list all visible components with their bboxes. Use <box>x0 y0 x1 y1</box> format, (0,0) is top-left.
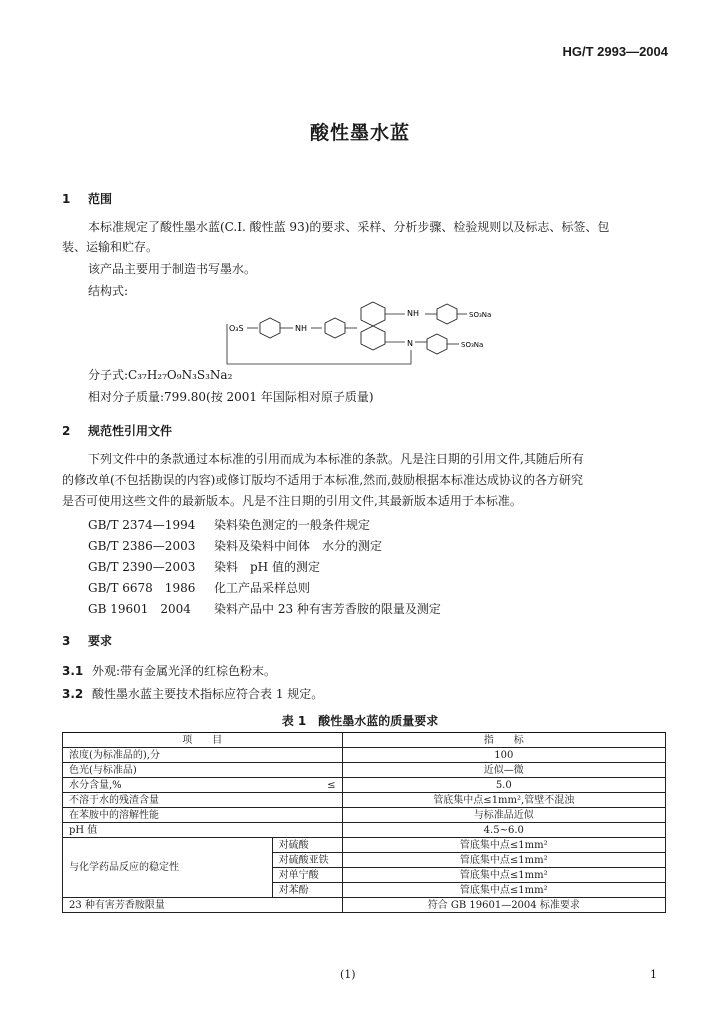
formula-nh-top: NH <box>407 309 419 318</box>
section-number: 1 <box>62 192 71 206</box>
section-title: 要求 <box>88 634 113 648</box>
row-value: 符合 GB 19601—2004 标准要求 <box>342 898 665 913</box>
table-header-row <box>63 733 666 748</box>
document-title: 酸性墨水蓝 <box>309 122 410 144</box>
table-row <box>63 898 666 913</box>
section-number: 3 <box>62 634 71 648</box>
scope-paragraph-line-1: 本标准规定了酸性墨水蓝(C.I. 酸性蓝 93)的要求、采样、分析步骤、检验规则以及标志、标签、包 <box>88 220 610 234</box>
requirement-item <box>62 662 276 679</box>
stability-value: 管底集中点≤1mm² <box>342 868 665 883</box>
requirement-item <box>62 685 323 702</box>
row-item: 在苯胺中的溶解性能 <box>63 808 343 823</box>
row-value: 100 <box>342 748 665 763</box>
benzene-ring-3 <box>437 304 457 324</box>
row-value: 近似—微 <box>342 763 665 778</box>
reference-title: 染料及染料中间体 水分的测定 <box>214 539 383 553</box>
reference-code: GB 19601 2004 <box>88 602 191 616</box>
reference-title: 染料染色测定的一般条件规定 <box>214 518 371 532</box>
table-row <box>63 763 666 778</box>
benzene-ring-4 <box>427 334 447 354</box>
page-number-center: (1) <box>340 968 356 981</box>
header-item: 项 目 <box>63 733 343 748</box>
normative-paragraph-line-1: 下列文件中的条款通过本标准的引用而成为本标准的条款。凡是注日期的引用文件,其随后所有 <box>88 452 584 466</box>
reference-item <box>88 558 320 575</box>
row-item: 不溶于水的残渣含量 <box>63 793 343 808</box>
reference-code: GB/T 6678 1986 <box>88 581 196 595</box>
naphthyl-ring-top <box>361 302 385 326</box>
reference-code: GB/T 2386—2003 <box>88 539 196 553</box>
requirement-number: 3.1 <box>62 664 84 678</box>
scope-usage: 该产品主要用于制造书写墨水。 <box>88 262 257 276</box>
section-title: 规范性引用文件 <box>88 424 173 438</box>
stability-reagent: 对硫酸 <box>272 838 342 853</box>
benzene-ring-2 <box>325 318 345 338</box>
section-title: 范围 <box>88 192 113 206</box>
row-item: 23 种有害芳香胺限量 <box>63 898 343 913</box>
section-2-heading <box>62 422 172 439</box>
row-item: 水分含量,% <box>69 779 122 791</box>
page-number-right: 1 <box>650 968 657 981</box>
requirement-text: 外观:带有金属光泽的红棕色粉末。 <box>92 664 277 678</box>
reference-item <box>88 600 441 617</box>
formula-so3na-2: SO₃Na <box>461 341 484 349</box>
naphthyl-ring-bottom <box>361 326 385 350</box>
reference-code: GB/T 2390—2003 <box>88 560 196 574</box>
stability-reagent: 对硫酸亚铁 <box>272 853 342 868</box>
requirement-number: 3.2 <box>62 687 84 701</box>
row-value: 与标准品近似 <box>342 808 665 823</box>
reference-code: GB/T 2374—1994 <box>88 518 196 532</box>
formula-nh-left: NH <box>295 324 307 333</box>
row-item: pH 值 <box>63 823 343 838</box>
scope-paragraph-line-2: 装、运输和贮存。 <box>62 240 159 254</box>
normative-paragraph-line-3: 是否可使用这些文件的最新版本。凡是不注日期的引用文件,其最新版本适用于本标准。 <box>62 494 522 508</box>
stability-reagent: 对苯酚 <box>272 883 342 898</box>
stability-value: 管底集中点≤1mm² <box>342 883 665 898</box>
formula-so3na-1: SO₃Na <box>469 311 492 319</box>
table-row <box>63 748 666 763</box>
stability-value: 管底集中点≤1mm² <box>342 853 665 868</box>
section-1-heading <box>62 190 112 207</box>
table-row <box>63 838 666 853</box>
section-number: 2 <box>62 424 71 438</box>
table-row <box>63 823 666 838</box>
table-row <box>63 793 666 808</box>
stability-reagent: 对单宁酸 <box>272 868 342 883</box>
molar-mass: 相对分子质量:799.80(按 2001 年国际相对原子质量) <box>88 390 374 404</box>
structure-label: 结构式: <box>88 284 129 298</box>
row-value: 管底集中点≤1mm²,管壁不混浊 <box>342 793 665 808</box>
quality-requirements-table <box>62 732 666 913</box>
reference-title: 化工产品采样总则 <box>214 581 311 595</box>
benzene-ring-1 <box>260 318 280 338</box>
reference-item <box>88 579 310 596</box>
table-row <box>63 808 666 823</box>
reference-item <box>88 516 370 533</box>
row-value: 4.5~6.0 <box>342 823 665 838</box>
normative-paragraph-line-2: 的修改单(不包括勘误的内容)或修订版均不适用于本标准,然而,鼓励根据本标准达成协议的各方研究 <box>62 473 583 487</box>
row-unit: ≤ <box>327 779 336 791</box>
requirement-text: 酸性墨水蓝主要技术指标应符合表 1 规定。 <box>92 687 324 701</box>
header-value: 指 标 <box>342 733 665 748</box>
molecular-formula: 分子式:C₃₇H₂₇O₉N₃S₃Na₂ <box>88 368 233 382</box>
row-item: 浓度(为标准品的),分 <box>63 748 343 763</box>
reference-title: 染料产品中 23 种有害芳香胺的限量及测定 <box>214 602 441 616</box>
reference-title: 染料 pH 值的测定 <box>214 560 320 574</box>
row-item-cell <box>63 778 343 793</box>
formula-o3s: O₃S <box>229 324 244 333</box>
row-value: 5.0 <box>342 778 665 793</box>
table-caption: 表 1 酸性墨水蓝的质量要求 <box>281 714 439 728</box>
standard-code: HG/T 2993—2004 <box>562 44 668 59</box>
reference-item <box>88 537 382 554</box>
structural-formula <box>225 300 515 370</box>
stability-label: 与化学药品反应的稳定性 <box>63 838 273 898</box>
formula-n: N <box>407 339 413 348</box>
stability-value: 管底集中点≤1mm² <box>342 838 665 853</box>
table-row <box>63 778 666 793</box>
section-3-heading <box>62 632 112 649</box>
row-item: 色光(与标准品) <box>63 763 343 778</box>
